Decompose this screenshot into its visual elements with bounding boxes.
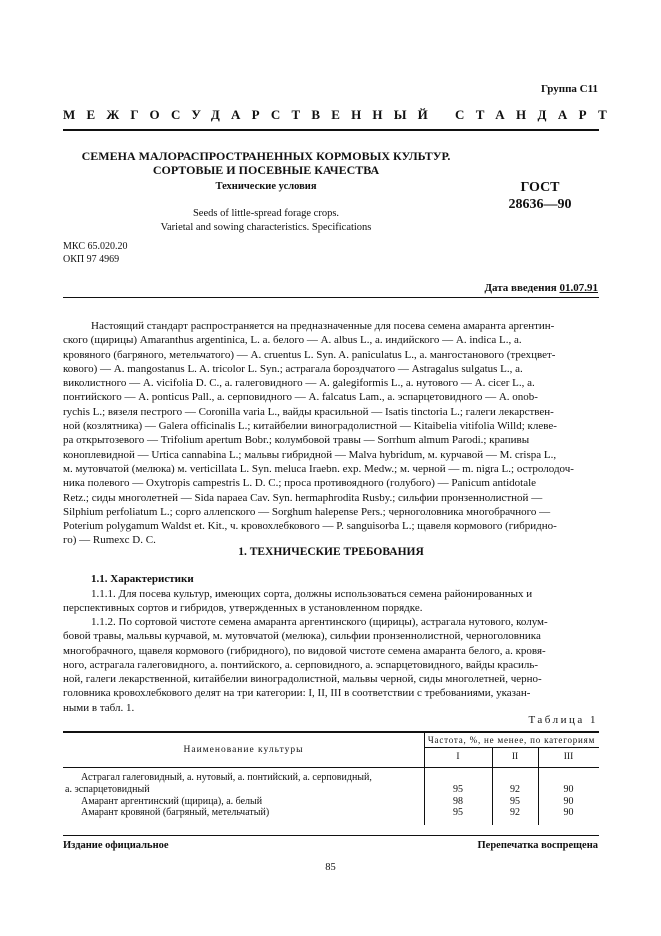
table-header-border: [63, 767, 599, 768]
table-top-border: [63, 731, 599, 733]
english-title-line-1: Seeds of little-spread forage crops.: [192, 208, 340, 219]
title-line-2: СОРТОВЫЕ И ПОСЕВНЫЕ КАЧЕСТВА: [152, 163, 380, 177]
text-line: Retz.; сиды многолетней — Sida napaea Cav. Syn. hermaphrodita Rusby.; сильфии пронзеннолистной —: [63, 491, 543, 504]
table-cell: 92: [510, 784, 520, 795]
text-line: кровяного (багряного, метельчатого) — A. cruentus L. Syn. A. paniculatus L., а. мангостанового (трехцвет-: [63, 348, 556, 361]
text-line: 1.1.2. По сортовой чистоте семена амаранта аргентинского (щирицы), астрагала нутового, колум-: [91, 616, 548, 628]
text-line: ника полевого — Oxytropis campestris L. D. C.; проса противоядного (голубого) — Panicum antidotale: [63, 477, 537, 490]
gost-designation: [500, 179, 580, 213]
text-line: ского (щирицы) Amaranthus argentinica, L. а. белого — A. albus L., а. индийского — A. indica L., а.: [63, 334, 522, 347]
text-line: виколистного — A. vicifolia D. C., а. галеговидного — A. galegiformis L., а. нутового — A. cicer L., а.: [63, 377, 535, 390]
footer-rule: [63, 835, 599, 836]
text-line: Poterium polygamum Waldst et. Kit., ч. кровохлебкового — P. sanguisorba L.; щавеля кормового (гибридно-: [63, 520, 557, 533]
gost-number: 28636—90: [508, 197, 572, 212]
text-line: Настоящий стандарт распространяется на предназначенные для посева семена амаранта аргентин-: [91, 320, 555, 332]
table-caption: Таблица 1: [528, 714, 598, 726]
introduction-date: [484, 282, 598, 294]
column-header-category: I: [456, 752, 460, 762]
text-line: го) — Rumexc D. C.: [63, 534, 156, 547]
text-line: многобрачного, щавеля кормового (гибридного), по видовой чистоте семена амаранта белого, а. кровя-: [63, 644, 546, 657]
text-line: ной (козлятника) — Galera officinalis L.; китайбелии виноградолистной — Kitaibelia vitifolia Willd; клеве-: [63, 420, 557, 433]
document-title: [63, 149, 469, 177]
footer-reprint-notice: Перепечатка воспрещена: [477, 840, 598, 851]
okp-code: ОКП 97 4969: [63, 254, 120, 265]
footer-official-edition: Издание официальное: [63, 840, 169, 851]
scope-paragraph: [63, 319, 599, 548]
text-line: кового) — A. mangostanus L. A. tricolor L. Syn.; астрагала бороздчатого — Astragalus sulgatus L., а.: [63, 362, 523, 375]
table-cell: 90: [563, 796, 574, 807]
table-cell: 92: [510, 807, 520, 818]
text-line: ра открытозевого — Trifolium apertum Bobr.; колумбовой травы — Sorrhum almum Parodi.; крапивы: [63, 434, 530, 447]
column-header-category: III: [563, 752, 574, 762]
text-line: м. мутовчатой (мелюка) м. verticillata L. Syn. meluca Iraebn. exp. Medw.; м. черной — m. nigra L.; остролодоч-: [63, 462, 574, 475]
text-line: коноплевидной — Urtica cannabina L.; мальвы гибридной — Malva hybridum, м. курчавой — M. crispa L.,: [63, 448, 557, 461]
column-header-name: Наименование культуры: [183, 745, 304, 755]
text-line: Silphium perfoliatum L.; сорго аллепского — Sorghum halepense Pers.; черноголовника многобрачного —: [63, 505, 551, 518]
standard-type-left: МЕЖГОСУДАРСТВЕННЫЙ: [63, 107, 439, 122]
group-code: Группа С11: [540, 83, 598, 95]
subsection-heading: 1.1. Характеристики: [91, 573, 194, 585]
table-row-name: Амарант кровяной (багряный, метельчатый): [81, 807, 270, 818]
date-rule: [63, 297, 599, 298]
table-cell: 90: [563, 807, 574, 818]
standard-type-right: СТАНДАРТ: [455, 107, 619, 122]
classification-codes: [63, 240, 127, 266]
table-row-name: Амарант аргентинский (щирица), а. белый: [81, 796, 263, 807]
table-cell: 95: [453, 784, 463, 795]
text-line: понтийского — A. ponticus Pall., а. серповидного — A. falcatus Lam., а. эспарцетовидного — A. onob-: [63, 391, 538, 404]
table-cell: 90: [563, 784, 574, 795]
table-cell: 95: [510, 796, 520, 807]
table-cell: 98: [453, 796, 463, 807]
title-line-1: СЕМЕНА МАЛОРАСПРОСТРАНЕННЫХ КОРМОВЫХ КУЛЬТУР.: [81, 149, 451, 163]
text-line: ного, астрагала галеговидного, а. понтийского, а. серповидного, а. эспарцетовидного, вайды красиль-: [63, 658, 539, 671]
clause-1-1-1: [63, 587, 599, 616]
english-title-line-2: Varietal and sowing characteristics. Specifications: [160, 222, 372, 233]
text-line: бовой травы, мальвы курчавой, м. мутовчатой (мелюка), сильфии пронзеннолистной, черноголовника: [63, 630, 541, 643]
table-row-name: а. эспарцетовидный: [65, 784, 150, 795]
column-header-category: II: [511, 752, 519, 762]
table-1: [63, 731, 599, 825]
text-line: ной, галеги лекарственной, китайбелии виноградолистной, мальвы черной, сиды многолетней, черно-: [63, 673, 542, 686]
introduction-date-label: Дата введения: [484, 282, 557, 294]
table-cell: 95: [453, 807, 463, 818]
mks-code: МКС 65.020.20: [63, 241, 128, 252]
section-heading: 1. ТЕХНИЧЕСКИЕ ТРЕБОВАНИЯ: [238, 546, 424, 558]
text-line: перспективных сортов и гибридов, утвержденных в установленном порядке.: [63, 602, 423, 615]
header-rule: [63, 129, 599, 131]
introduction-date-value: 01.07.91: [559, 282, 598, 294]
page-number: 85: [325, 862, 336, 873]
table-row-name: Астрагал галеговидный, а. нутовый, а. понтийский, а. серповидный,: [81, 772, 372, 783]
clause-1-1-2: [63, 615, 599, 715]
english-title: [63, 207, 469, 235]
text-line: головника кровохлебкового делят на три категории: I, II, III в соответствии с требованиями, указан-: [63, 687, 531, 700]
column-header-group: Частота, %, не менее, по категориям: [427, 735, 596, 745]
text-line: rychis L.; вязеля пестрого — Coronilla varia L., вайды красильной — Isatis tinctoria L.; галеги лекарствен-: [63, 405, 554, 418]
text-line: ными в табл. 1.: [63, 701, 135, 714]
gost-label: ГОСТ: [520, 180, 560, 195]
document-subtitle: Технические условия: [215, 181, 317, 192]
text-line: 1.1.1. Для посева культур, имеющих сорта, должны использоваться семена районированных и: [91, 588, 533, 600]
table-group-divider: [424, 747, 599, 748]
